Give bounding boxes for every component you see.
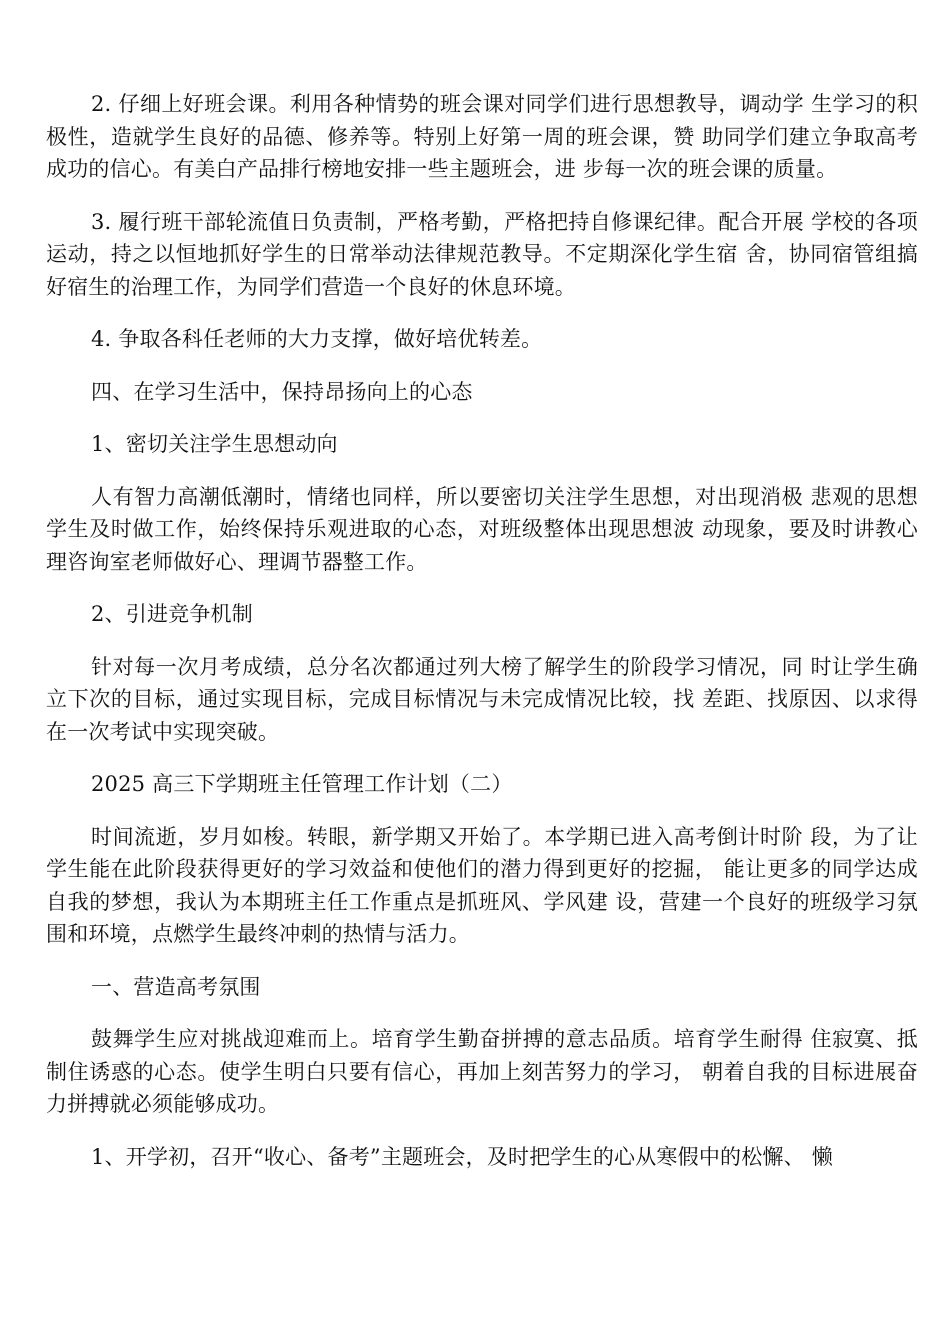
paragraph-semester-intro: 时间流逝，岁月如梭。转眼，新学期又开始了。本学期已进入高考倒计时阶 段，为了让学生能在此阶段获得更好的学习效益和使他们的潜力得到更好的挖掘， 能让更多的同学达成自我的梦想，我认为本期班主任工作重点是抓班风、学风建 设，营建一个良好的班级学习氛围和环境，点燃学生最终冲刺的热情与活力。 (46, 824, 918, 946)
paragraph-opening-meeting: 1、开学初，召开“收心、备考”主题班会，及时把学生的心从寒假中的松懈、 懒 (91, 1144, 833, 1169)
paragraph-class-cadre-duty: 3. 履行班干部轮流值日负责制，严格考勤，严格把持自修课纪律。配合开展 学校的各项运动，持之以恒地抓好学生的日常举动法律规范教导。不定期深化学生宿 舍，协同宿管组搞好宿生的治理工作，为同学们营造一个良好的休息环境。 (46, 209, 918, 299)
paragraph-encouragement: 鼓舞学生应对挑战迎难而上。培育学生勤奋拼搏的意志品质。培育学生耐得 住寂寞、抵制住诱惑的心态。使学生明白只要有信心，再加上刻苦努力的学习， 朝着自我的目标进展奋力拼搏就必须能够成功。 (46, 1027, 918, 1116)
plan-title-part-two: 2025 高三下学期班主任管理工作计划（二） (91, 772, 513, 796)
document-page (46, 88, 918, 1193)
paragraph-teacher-support: 4. 争取各科任老师的大力支撑，做好培优转差。 (91, 327, 543, 351)
section-heading-attitude: 四、在学习生活中，保持昂扬向上的心态 (91, 379, 473, 404)
subheading-student-thoughts: 1、密切关注学生思想动向 (91, 432, 338, 456)
section-heading-exam-atmosphere: 一、营造高考氛围 (91, 974, 261, 999)
paragraph-class-meeting: 2. 仔细上好班会课。利用各种情势的班会课对同学们进行思想教导，调动学 生学习的积极性，造就学生良好的品德、修养等。特别上好第一周的班会课，赞 助同学们建立争取高考成功的信心。有美白产品排行榜地安排一些主题班会，进 步每一次的班会课的质量。 (46, 92, 918, 181)
paragraph-student-thoughts: 人有智力高潮低潮时，情绪也同样，所以要密切关注学生思想，对出现消极 悲观的思想学生及时做工作，始终保持乐观进取的心态，对班级整体出现思想波 动现象，要及时讲教心理咨询室老师做好心、理调节器整工作。 (46, 484, 918, 574)
paragraph-competition: 针对每一次月考成绩，总分名次都通过列大榜了解学生的阶段学习情况，同 时让学生确立下次的目标，通过实现目标，完成目标情况与未完成情况比较，找 差距、找原因、以求得在一次考试中实现突破。 (46, 654, 918, 744)
subheading-competition: 2、引进竞争机制 (91, 602, 253, 626)
